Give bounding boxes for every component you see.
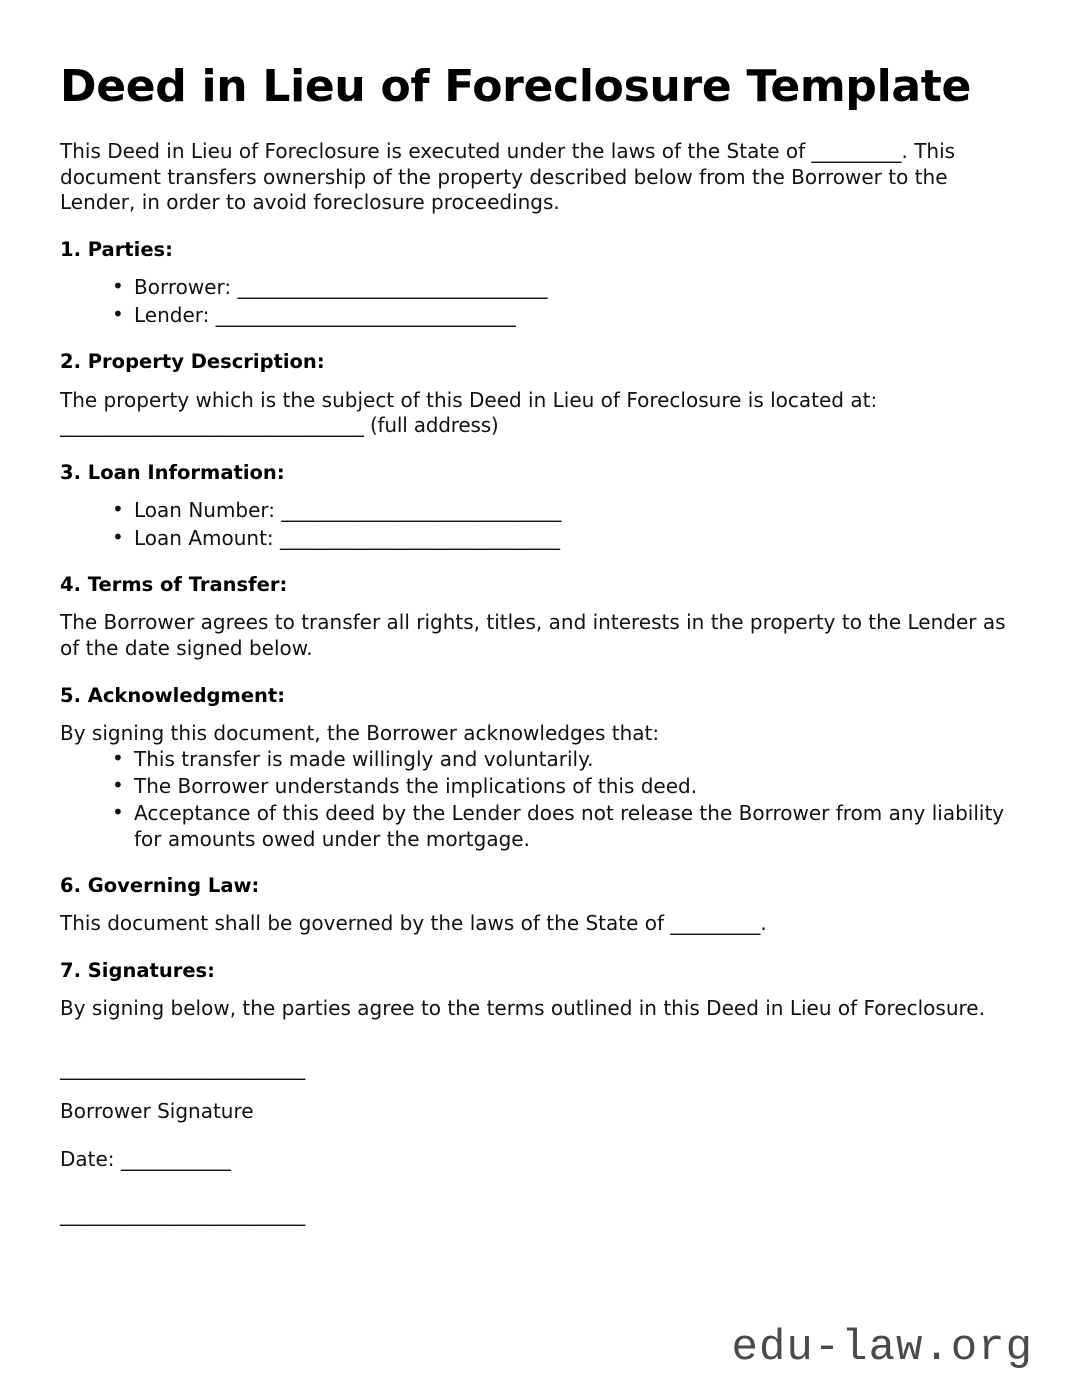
- section-heading-governing-law: 6. Governing Law:: [60, 874, 260, 898]
- section-heading-loan-information: 3. Loan Information:: [60, 460, 285, 484]
- list-item: • Lender: ______________________________: [112, 303, 1013, 328]
- list-item: • Loan Number: ____________________________: [112, 498, 1013, 523]
- page-title: Deed in Lieu of Foreclosure Template: [60, 61, 972, 112]
- intro-paragraph: This Deed in Lieu of Foreclosure is executed under the laws of the State of _________. This document transfers ownership of the property described below from the Borrower to the Lender, in order to avoid foreclosure proceedings.: [60, 139, 956, 215]
- parties-list: [60, 275, 1013, 328]
- watermark: edu-law.org: [731, 1323, 1033, 1373]
- section-heading-parties: 1. Parties:: [60, 238, 173, 262]
- borrower-signature-label: Borrower Signature: [60, 1099, 254, 1124]
- governing-law-paragraph: This document shall be governed by the laws of the State of _________.: [60, 911, 767, 936]
- section-heading-signatures: 7. Signatures:: [60, 959, 215, 983]
- acknowledgment-paragraph: By signing this document, the Borrower acknowledges that:: [60, 720, 660, 745]
- list-item: • Borrower: _______________________________: [112, 275, 1013, 300]
- lender-signature-line: _________________________: [60, 1202, 306, 1227]
- property-description-paragraph: The property which is the subject of this Deed in Lieu of Foreclosure is located at:: [60, 387, 878, 412]
- section-heading-acknowledgment: 5. Acknowledgment:: [60, 683, 286, 707]
- list-item: • The Borrower understands the implications of this deed.: [112, 774, 1013, 799]
- section-heading-terms-of-transfer: 4. Terms of Transfer:: [60, 572, 288, 596]
- acknowledgment-list: [60, 747, 1013, 853]
- signatures-paragraph: By signing below, the parties agree to the terms outlined in this Deed in Lieu of Foreclosure.: [60, 996, 985, 1021]
- terms-of-transfer-paragraph: The Borrower agrees to transfer all rights, titles, and interests in the property to the Lender as of the date signed below.: [60, 610, 1006, 660]
- loan-information-list: [60, 498, 1013, 551]
- section-heading-property-description: 2. Property Description:: [60, 350, 325, 374]
- list-item: • This transfer is made willingly and voluntarily.: [112, 747, 1013, 772]
- list-item: • Loan Amount: ____________________________: [112, 526, 1013, 551]
- property-address-blank: _______________________________ (full address): [60, 413, 499, 438]
- list-item: • Acceptance of this deed by the Lender does not release the Borrower from any liability for amounts owed under the mortgage.: [112, 801, 1013, 852]
- borrower-date-line: Date: ___________: [60, 1146, 231, 1171]
- borrower-signature-line: _________________________: [60, 1056, 306, 1081]
